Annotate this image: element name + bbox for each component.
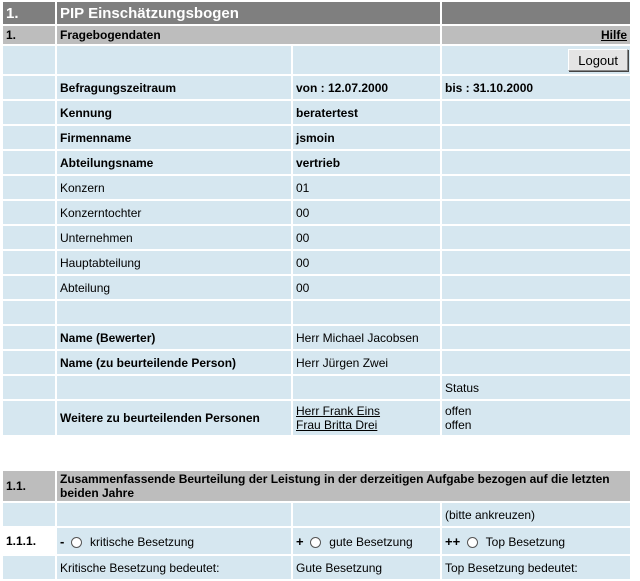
info-label: Abteilungsname — [57, 151, 291, 174]
ratee-label: Name (zu beurteilende Person) — [57, 351, 291, 374]
rater-value: Herr Michael Jacobsen — [293, 326, 440, 349]
page-title: PIP Einschätzungsbogen — [57, 2, 440, 24]
logout-button[interactable]: Logout — [568, 49, 628, 71]
page-number: 1. — [3, 2, 55, 24]
section-header-row — [3, 471, 630, 501]
option-top[interactable] — [442, 528, 630, 554]
section-header-row — [3, 26, 630, 44]
info-row — [3, 251, 630, 274]
info-value: 00 — [293, 201, 440, 224]
person-link[interactable]: Frau Britta Drei — [296, 418, 378, 432]
ratee-value: Herr Jürgen Zwei — [293, 351, 440, 374]
radio-top[interactable] — [467, 537, 478, 548]
double-plus-symbol: ++ — [445, 533, 461, 549]
meaning-top: Top Besetzung bedeutet: — [442, 556, 630, 579]
hint-row — [3, 503, 630, 526]
section-title: Fragebogendaten — [57, 26, 440, 44]
question-number: 1.1.1. — [3, 528, 55, 554]
info-value: jsmoin — [293, 126, 440, 149]
info-row — [3, 101, 630, 124]
other-persons-label: Weitere zu beurteilenden Personen — [57, 401, 291, 435]
info-value: 00 — [293, 276, 440, 299]
option-label: gute Besetzung — [329, 534, 413, 549]
minus-symbol: - — [60, 533, 65, 549]
rater-label: Name (Bewerter) — [57, 326, 291, 349]
info-row — [3, 276, 630, 299]
status-header: Status — [442, 376, 630, 399]
info-value: 00 — [293, 251, 440, 274]
option-critical[interactable] — [57, 528, 291, 554]
ratee-row — [3, 351, 630, 374]
evaluation-table — [1, 469, 632, 581]
section-number: 1. — [3, 26, 55, 44]
info-value: beratertest — [293, 101, 440, 124]
info-label: Konzerntochter — [57, 201, 291, 224]
info-row — [3, 226, 630, 249]
option-label: Top Besetzung — [485, 534, 566, 549]
option-good[interactable] — [293, 528, 440, 554]
page-header-row — [3, 2, 630, 24]
radio-critical[interactable] — [71, 537, 82, 548]
info-value: vertrieb — [293, 151, 440, 174]
logout-cell — [442, 46, 630, 74]
info-label: Hauptabteilung — [57, 251, 291, 274]
other-persons-row — [3, 401, 630, 435]
period-to: bis : 31.10.2000 — [442, 76, 630, 99]
info-label: Abteilung — [57, 276, 291, 299]
info-label: Konzern — [57, 176, 291, 199]
info-value: 01 — [293, 176, 440, 199]
period-from: von : 12.07.2000 — [293, 76, 440, 99]
info-label: Kennung — [57, 101, 291, 124]
other-persons-status — [442, 401, 630, 435]
option-label: kritische Besetzung — [90, 534, 195, 549]
meaning-critical: Kritische Besetzung bedeutet: — [57, 556, 291, 579]
status-header-row — [3, 376, 630, 399]
header-empty-cell — [442, 2, 630, 24]
status-text: offen — [445, 418, 472, 432]
section-number: 1.1. — [3, 471, 55, 501]
section-title: Zusammenfassende Beurteilung der Leistung in der derzeitigen Aufgabe bezogen auf die letzten beiden Jahre — [57, 471, 630, 501]
hint-text: (bitte ankreuzen) — [442, 503, 630, 526]
logout-row — [3, 46, 630, 74]
info-value: 00 — [293, 226, 440, 249]
rater-row — [3, 326, 630, 349]
status-text: offen — [445, 404, 472, 418]
radio-good[interactable] — [310, 537, 321, 548]
question-row — [3, 528, 630, 554]
info-label: Unternehmen — [57, 226, 291, 249]
period-row — [3, 76, 630, 99]
meaning-row — [3, 556, 630, 579]
meaning-good: Gute Besetzung — [293, 556, 440, 579]
info-label: Firmenname — [57, 126, 291, 149]
period-label: Befragungszeitraum — [57, 76, 291, 99]
help-link[interactable]: Hilfe — [600, 28, 627, 42]
spacer-row — [3, 301, 630, 324]
plus-symbol: + — [296, 533, 304, 549]
info-row — [3, 176, 630, 199]
info-row — [3, 201, 630, 224]
questionnaire-data-table — [1, 0, 632, 437]
person-link[interactable]: Herr Frank Eins — [296, 404, 381, 418]
help-cell — [442, 26, 630, 44]
info-row — [3, 151, 630, 174]
other-persons-list — [293, 401, 440, 435]
info-row — [3, 126, 630, 149]
